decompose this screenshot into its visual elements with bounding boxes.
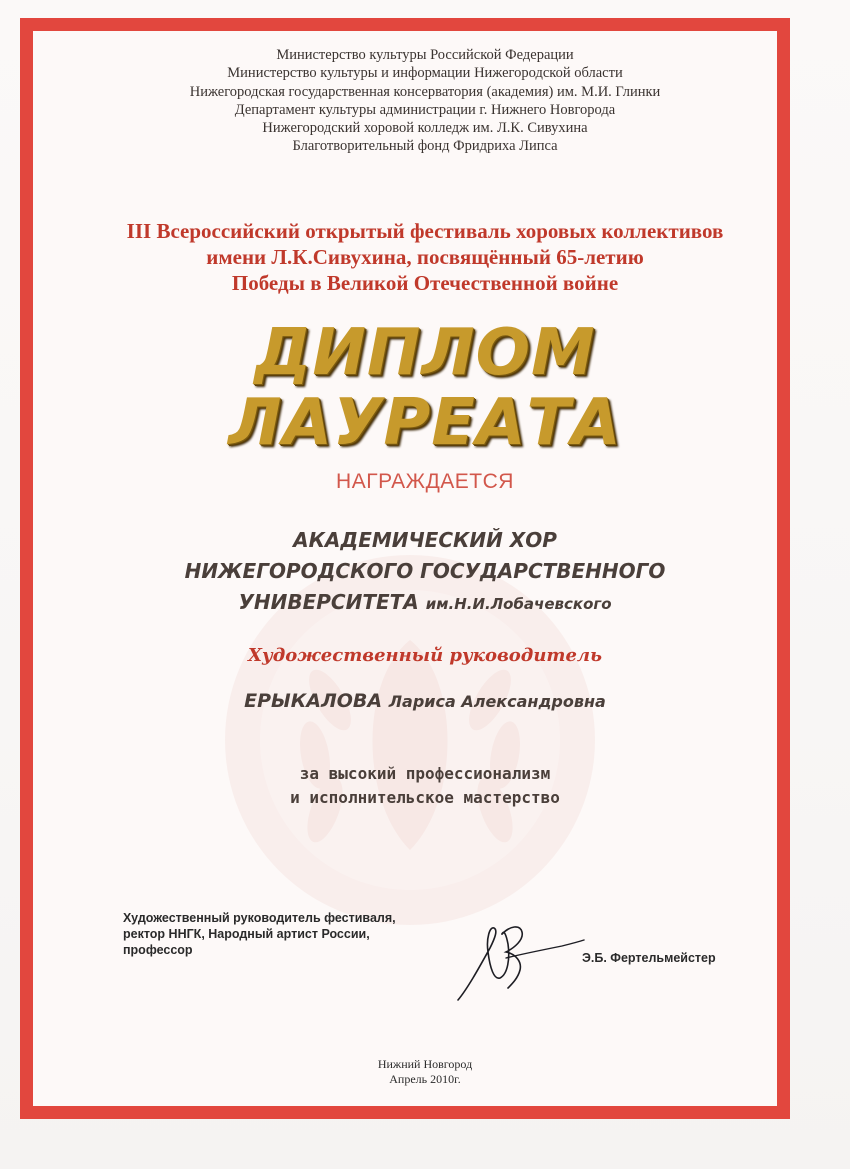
signer-line: профессор [123,943,193,957]
organizers-list [20,46,830,156]
organizer-line: Нижегородский хоровой колледж им. Л.К. Сивухина [262,120,588,137]
diploma-heading [20,318,830,458]
organizer-line: Департамент культуры администрации г. Нижнего Новгорода [234,101,616,118]
festival-line: имени Л.К.Сивухина, посвящённый 65-летию [206,245,644,269]
awarded-label: НАГРАЖДАЕТСЯ [336,470,514,493]
festival-line: III Всероссийский открытый фестиваль хоровых коллективов [126,219,724,243]
role-label: Художественный руководитель [248,645,602,666]
signer-line: ректор ННГК, Народный артист России, [123,927,370,941]
signer-name: Э.Б. Фертельмейстер [582,951,716,965]
organizer-line: Министерство культуры Российской Федерации [276,47,574,63]
person-name [20,690,830,712]
festival-title [20,218,830,296]
place-and-date [20,1057,830,1087]
recipient-name [20,525,830,620]
recipient-named-after: им.Н.И.Лобачевского [425,595,612,613]
merit-line: за высокий профессионализм [299,764,551,783]
merit-line: и исполнительское мастерство [290,788,560,807]
festival-line: Победы в Великой Отечественной войне [231,271,619,295]
recipient-line [20,587,830,620]
signer-line: Художественный руководитель фестиваля, [123,911,396,925]
person-surname: ЕРЫКАЛОВА [244,690,383,712]
organizer-line: Благотворительный фонд Фридриха Липса [292,138,558,155]
recipient-line: АКАДЕМИЧЕСКИЙ ХОР [293,528,557,552]
recipient-university: УНИВЕРСИТЕТА [238,590,419,614]
recipient-line: НИЖЕГОРОДСКОГО ГОСУДАРСТВЕННОГО [184,559,666,583]
signer-title [123,910,396,958]
city: Нижний Новгород [377,1057,473,1071]
merit-text [20,762,830,810]
handwritten-signature [450,918,590,1006]
person-first-names: Лариса Александровна [388,692,606,711]
diploma-word: ДИПЛОМ [254,316,596,390]
organizer-line: Министерство культуры и информации Нижегородской области [227,65,623,82]
date: Апрель 2010г. [389,1072,461,1086]
laureate-word: ЛАУРЕАТА [228,386,622,460]
organizer-line: Нижегородская государственная консерватория (академия) им. М.И. Глинки [189,83,661,100]
